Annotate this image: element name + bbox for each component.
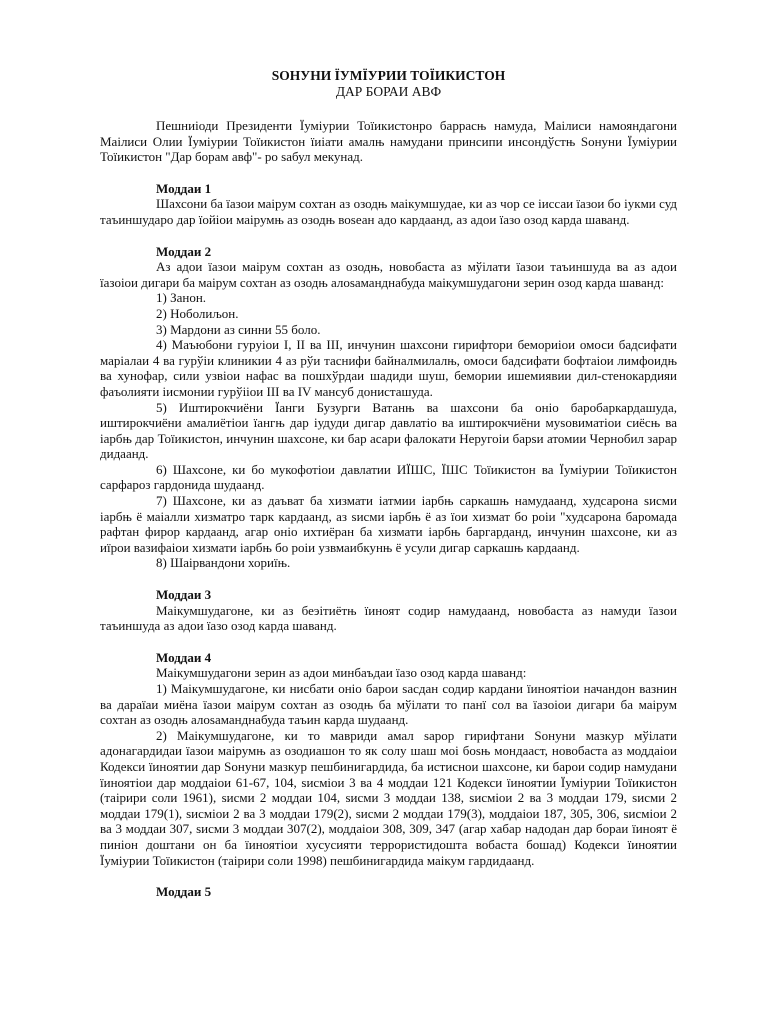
article-1	[100, 181, 677, 228]
list-item: 8) Шаірвандони хориїњ.	[156, 555, 291, 571]
list-item: 2) Ноболиљон.	[156, 305, 239, 321]
list-item: 1) Занон.	[156, 290, 207, 306]
article-heading: Моддаи 4	[156, 649, 212, 665]
list-item: 3) Мардони аз синни 55 боло.	[156, 321, 321, 337]
law-title: ЅОНУНИ ЇУМЇУРИИ ТОЇИКИСТОН	[271, 68, 506, 83]
list-item: 2) Маікумшудагоне, ки то мавриди амал ѕарор гирифтани Ѕонуни мазкур мўілати адонагардидаи їазои маірумњ аз озодиашон то як солу шаш моі боѕњ мондааст, новобаста аз моддаіои Кодекси їиноятии дар Ѕонуни мазкур пешбинигардида, ба истиснои шахсоне, ки барои содир намудани їиноятіои дар моддаіои 61-67, 104, ѕисміои 3 ва 4 моддаи 121 Кодекси їиноятии Їуміурии Тоїикистон (таірири соли 1961), ѕисми 2 моддаи 104, ѕисми 3 моддаи 138, ѕисміои 2 ва 3 моддаи 179, ѕисми 2 моддаи 179(1), ѕисміои 2 ва 3 моддаи 179(2), ѕисми 2 моддаи 179(3), моддаіои 187, 305, 306, ѕисміои 2 ва 3 моддаи 307, ѕисми 3 моддаи 307(2), моддаіои 308, 309, 347 (агар хабар надодан дар бораи їиноят ё пиніон доштани он ба їиноятіои хусусияти террористидошта вобаста бошад) Кодекси їиноятии Їуміурии Тоїикистон (таірири соли 1998) пешбинигардида маікум гардидаанд.	[100, 727, 677, 868]
list-item: 7) Шахсоне, ки аз даъват ба хизмати іатмии іарбњ саркашњ намудаанд, худсарона ѕисми іарбњ ё маіалли хизматро тарк кардаанд, аз ѕисми іарбњ ё аз їои хизмат бо роіи "худсарона баромада рафтан фирор кардаанд, агар оніо ихтиёран ба хизмати іарбњ баргарданд, инчунин шахсоне, ки аз иїрои вазифаіои хизмати іарбњ бо роіи узвмаибкунњ ё усули дигар саркашњ кардаанд.	[100, 493, 677, 555]
article-paragraph: Маікумшудагоне, ки аз беэітиётњ їиноят содир намудаанд, новобаста аз намуди їазои таъиншуда аз адои їазо озод карда шаванд.	[100, 602, 677, 634]
list-item: 1) Маікумшудагоне, ки нисбати оніо барои ѕасдан содир кардани їиноятіои начандон вазнин ва дараїаи миёна їазои маірум сохтан аз озодњ ба мўілати то панї сол ва їазоіои дигари ба маірум сохтан аз озодњ алоѕаманднабуда таъин карда шудаанд.	[100, 681, 677, 728]
article-heading: Моддаи 5	[156, 884, 212, 900]
list-item: 6) Шахсоне, ки бо мукофотіои давлатии ИЇШС, ЇШС Тоїикистон ва Їуміурии Тоїикистон сарфароз гардонида шудаанд.	[100, 461, 677, 493]
article-3	[100, 587, 677, 634]
article-paragraph: Маікумшудагони зерин аз адои минбаъдаи їазо озод карда шаванд:	[156, 665, 527, 681]
law-subtitle: ДАР БОРАИ АВФ	[335, 84, 442, 99]
preamble-paragraph: Пешниіоди Президенти Їуміурии Тоїикистонро баррасњ намуда, Маілиси намояндагони Маілиси Олии Їуміурии Тоїикистон їиіати амалњ намудани принсипи инсондўстњ Ѕонуни Їуміурии Тоїикистон "Дар борам авф"- ро ѕабул мекунад.	[100, 118, 677, 165]
article-heading: Моддаи 1	[156, 180, 212, 196]
article-2	[100, 244, 677, 571]
article-paragraph: Аз адои їазои маірум сохтан аз озодњ, новобаста аз мўілати їазои таъиншуда ва аз адои їазоіои дигари ба маірум сохтан аз озодњ алоѕаманднабуда маікумшудагони зерин озод карда шаванд:	[100, 259, 677, 290]
document-body	[100, 68, 677, 916]
article-heading: Моддаи 2	[156, 243, 212, 259]
article-heading: Моддаи 3	[156, 587, 212, 603]
article-paragraph: Шахсони ба їазои маірум сохтан аз озодњ маікумшудае, ки аз чор се іиссаи їазои бо іукми суд таъиншударо дар їойіои маірумњ аз озодњ воѕеан адо кардаанд, аз адои їазо озод карда шаванд.	[100, 196, 677, 227]
list-item: 4) Маъюбони гуруіои I, II ва III, инчунин шахсони гирифтори бемориіои омоси бадсифати маріалаи 4 ва гурўіи клиникии 4 аз рўи таснифи байналмилалњ, омоси бадсифати бофтаіои лимфоидњ ва хунофар, сили узвіои нафас ва пошхўрдаи шадиди шуш, бемории ишемиявии дил-стенокардияи фаъолияти іисмонии гурўііои III ва IV мансуб донисташуда.	[100, 337, 677, 399]
list-item: 5) Иштирокчиёни Їанги Бузурги Ватанњ ва шахсони ба оніо баробаркардашуда, иштирокчиёни амалиётіои їангњ дар іудуди дигар давлатіо ва иштирокчиёни муѕовиматіои сиёсњ ва іарбњ дар Тоїикистон, инчунин шахсоне, ки бар асари фалокати Неругоіи барѕи атомии Чернобил зарар дидаанд.	[100, 399, 677, 462]
article-5	[100, 884, 677, 900]
article-4	[100, 650, 677, 868]
